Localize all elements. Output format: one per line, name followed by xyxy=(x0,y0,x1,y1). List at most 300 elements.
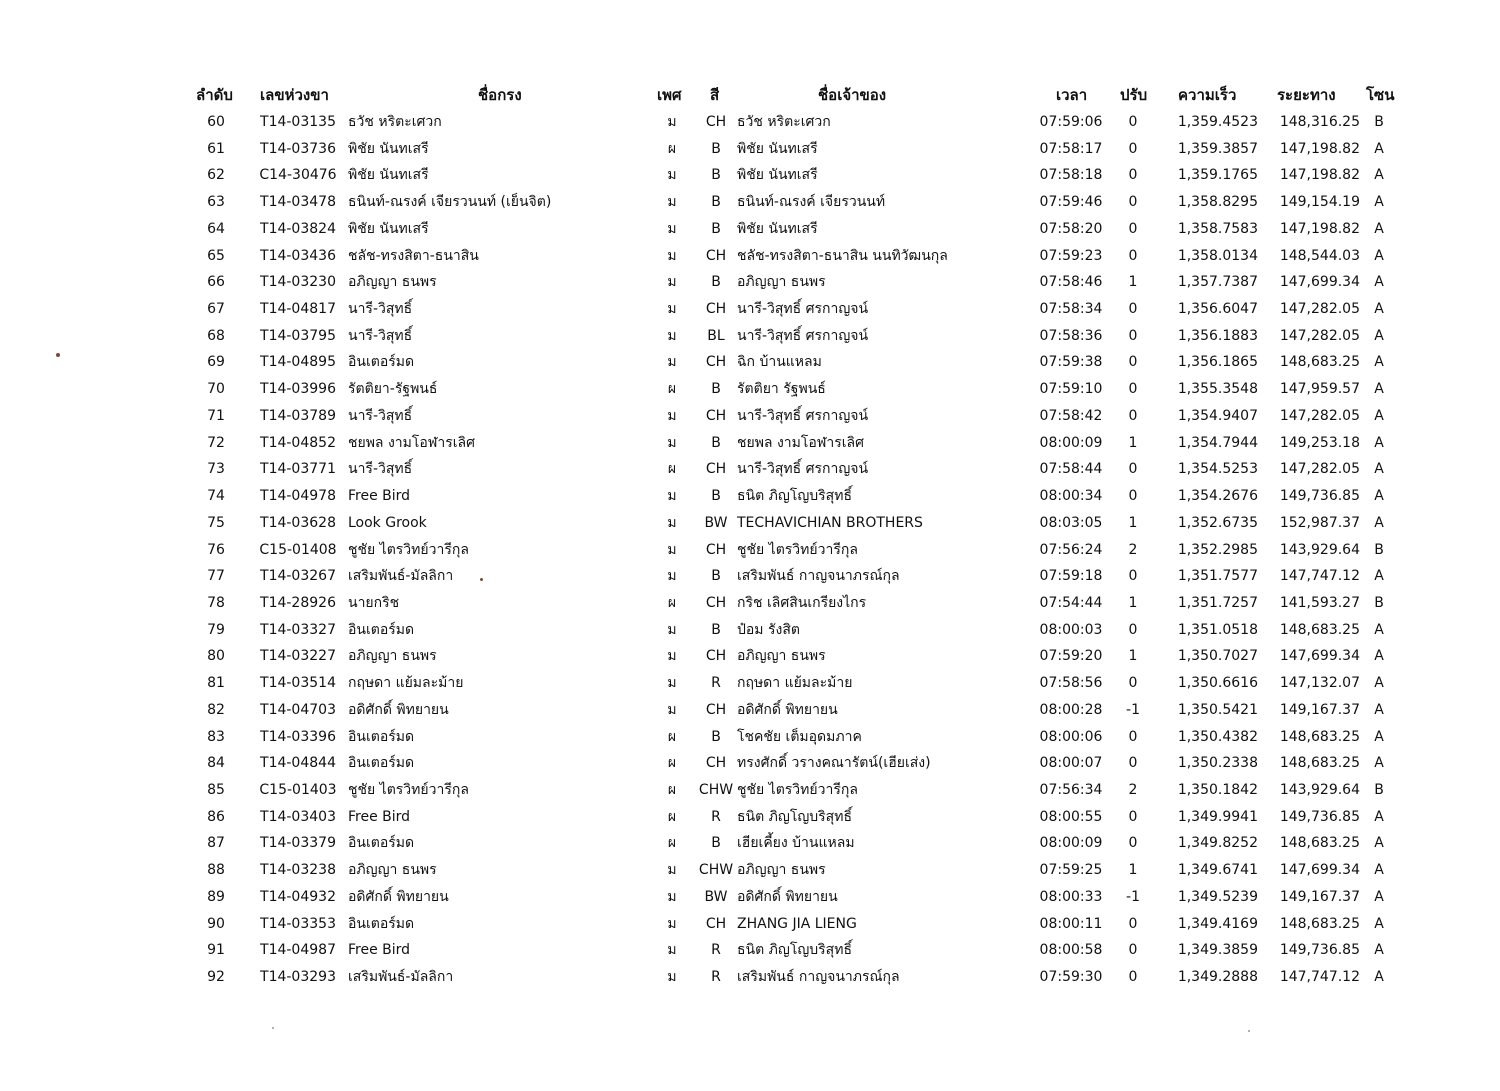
cell-zone: A xyxy=(1374,835,1384,852)
cell-ring-number: T14-04852 xyxy=(260,434,336,451)
cell-speed: 1,351.7257 xyxy=(1177,594,1258,611)
cell-loft-name: อภิญญา ธนพร xyxy=(348,274,437,291)
cell-sex: ม xyxy=(667,301,677,318)
cell-adjust: 1 xyxy=(1128,862,1138,879)
cell-time: 07:59:38 xyxy=(1039,354,1103,371)
cell-distance: 147,699.34 xyxy=(1279,274,1360,291)
cell-ring-number: T14-03789 xyxy=(260,407,336,424)
table-row xyxy=(0,163,1500,190)
cell-distance: 149,167.37 xyxy=(1279,888,1360,905)
cell-color: B xyxy=(711,220,721,237)
cell-distance: 149,736.85 xyxy=(1279,808,1360,825)
cell-speed: 1,350.4382 xyxy=(1177,728,1258,745)
cell-adjust: 0 xyxy=(1128,675,1138,692)
cell-rank: 61 xyxy=(207,140,225,157)
cell-owner-name: เฮียเคี้ยง บ้านแหลม xyxy=(737,835,855,852)
cell-owner-name: ฉิก บ้านแหลม xyxy=(737,354,822,371)
header-owner: ชื่อเจ้าของ xyxy=(818,86,887,104)
cell-rank: 73 xyxy=(207,461,225,478)
cell-loft-name: ชลัช-ทรงสิตา-ธนาสิน xyxy=(348,247,479,264)
cell-loft-name: Free Bird xyxy=(348,942,411,959)
cell-zone: A xyxy=(1374,461,1384,478)
scan-speck xyxy=(272,1027,274,1029)
cell-loft-name: นายกริช xyxy=(348,594,400,611)
cell-sex: ม xyxy=(667,862,677,879)
cell-loft-name: อภิญญา ธนพร xyxy=(348,648,437,665)
cell-owner-name: ชลัช-ทรงสิตา-ธนาสิน นนทิวัฒนกุล xyxy=(737,247,948,264)
cell-rank: 66 xyxy=(207,274,225,291)
cell-sex: ผ xyxy=(667,140,677,157)
cell-owner-name: ธนิต ภิญโญบริสุทธิ์ xyxy=(737,808,852,825)
table-row xyxy=(0,244,1500,271)
cell-rank: 76 xyxy=(207,541,225,558)
table-row xyxy=(0,324,1500,351)
cell-time: 07:56:24 xyxy=(1039,541,1103,558)
cell-ring-number: T14-03478 xyxy=(260,194,336,211)
cell-sex: ผ xyxy=(667,808,677,825)
table-row xyxy=(0,217,1500,244)
cell-sex: ม xyxy=(667,541,677,558)
cell-owner-name: กริช เลิศสินเกรียงไกร xyxy=(737,594,867,611)
cell-distance: 148,316.25 xyxy=(1279,114,1360,130)
table-row xyxy=(0,270,1500,297)
cell-rank: 88 xyxy=(207,862,225,879)
cell-zone: A xyxy=(1374,140,1384,157)
cell-speed: 1,351.7577 xyxy=(1177,568,1258,585)
cell-zone: A xyxy=(1374,488,1384,505)
cell-ring-number: T14-03628 xyxy=(260,514,336,531)
cell-zone: A xyxy=(1374,648,1384,665)
cell-rank: 83 xyxy=(207,728,225,745)
cell-rank: 86 xyxy=(207,808,225,825)
cell-zone: A xyxy=(1374,434,1384,451)
table-row xyxy=(0,751,1500,778)
cell-distance: 148,683.25 xyxy=(1279,728,1360,745)
cell-time: 07:59:30 xyxy=(1039,969,1103,985)
cell-loft-name: รัตติยา-รัฐพนธ์ xyxy=(348,381,438,398)
cell-color: CH xyxy=(705,247,727,264)
cell-time: 07:59:18 xyxy=(1039,568,1103,585)
table-row xyxy=(0,965,1500,992)
cell-speed: 1,354.5253 xyxy=(1177,461,1258,478)
cell-distance: 147,282.05 xyxy=(1279,461,1360,478)
cell-loft-name: อินเตอร์มด xyxy=(348,621,415,638)
cell-adjust: 0 xyxy=(1128,461,1138,478)
cell-loft-name: ธนินท์-ณรงค์ เจียรวนนท์ (เย็นจิต) xyxy=(348,194,552,211)
cell-zone: A xyxy=(1374,194,1384,211)
cell-adjust: 0 xyxy=(1128,220,1138,237)
cell-rank: 85 xyxy=(207,781,225,798)
cell-ring-number: T14-28926 xyxy=(260,594,336,611)
cell-color: B xyxy=(711,194,721,211)
cell-time: 07:59:23 xyxy=(1039,247,1103,264)
cell-speed: 1,349.5239 xyxy=(1177,888,1258,905)
cell-sex: ม xyxy=(667,274,677,291)
cell-adjust: 0 xyxy=(1128,755,1138,772)
cell-speed: 1,351.0518 xyxy=(1177,621,1258,638)
cell-sex: ม xyxy=(667,247,677,264)
table-row xyxy=(0,377,1500,404)
cell-color: B xyxy=(711,140,721,157)
cell-zone: A xyxy=(1374,808,1384,825)
header-color: สี xyxy=(710,86,720,104)
cell-color: CHW xyxy=(698,781,734,798)
cell-zone: A xyxy=(1374,942,1384,959)
cell-distance: 147,198.82 xyxy=(1279,220,1360,237)
cell-zone: A xyxy=(1374,407,1384,424)
table-row xyxy=(0,538,1500,565)
table-row xyxy=(0,591,1500,618)
cell-ring-number: T14-03135 xyxy=(260,114,336,130)
cell-color: BW xyxy=(704,514,728,531)
cell-time: 08:00:07 xyxy=(1039,755,1103,772)
cell-distance: 152,987.37 xyxy=(1279,514,1360,531)
cell-speed: 1,350.5421 xyxy=(1177,701,1258,718)
cell-owner-name: โชคชัย เต็มอุดมภาค xyxy=(737,728,862,745)
header-rank: ลำดับ xyxy=(196,86,233,104)
cell-sex: ผ xyxy=(667,755,677,772)
cell-rank: 67 xyxy=(207,301,225,318)
cell-color: CH xyxy=(705,648,727,665)
cell-owner-name: ชยพล งามโอฬารเลิศ xyxy=(737,434,865,451)
cell-rank: 78 xyxy=(207,594,225,611)
cell-adjust: 0 xyxy=(1128,194,1138,211)
cell-owner-name: ป๋อม รังสิต xyxy=(737,621,800,638)
cell-time: 07:58:34 xyxy=(1039,301,1103,318)
cell-loft-name: Free Bird xyxy=(348,488,411,505)
cell-speed: 1,354.9407 xyxy=(1177,407,1258,424)
cell-loft-name: นารี-วิสุทธิ์ xyxy=(348,327,413,344)
cell-sex: ม xyxy=(667,407,677,424)
table-row xyxy=(0,110,1500,137)
table-row xyxy=(0,457,1500,484)
cell-speed: 1,359.3857 xyxy=(1177,140,1258,157)
cell-sex: ม xyxy=(667,434,677,451)
cell-owner-name: นารี-วิสุทธิ์ ศรกาญจน์ xyxy=(737,407,869,424)
cell-color: R xyxy=(711,969,721,985)
cell-loft-name: เสริมพันธ์-มัลลิกา xyxy=(348,568,454,585)
cell-adjust: 0 xyxy=(1128,247,1138,264)
cell-time: 07:54:44 xyxy=(1039,594,1103,611)
cell-zone: A xyxy=(1374,621,1384,638)
cell-rank: 81 xyxy=(207,675,225,692)
cell-loft-name: พิชัย นันทเสรี xyxy=(348,140,429,157)
cell-zone: B xyxy=(1374,594,1384,611)
cell-loft-name: Free Bird xyxy=(348,808,411,825)
cell-loft-name: อินเตอร์มด xyxy=(348,728,415,745)
cell-speed: 1,350.6616 xyxy=(1177,675,1258,692)
cell-rank: 72 xyxy=(207,434,225,451)
cell-loft-name: อินเตอร์มด xyxy=(348,835,415,852)
header-speed: ความเร็ว xyxy=(1178,86,1237,104)
cell-color: B xyxy=(711,381,721,398)
cell-ring-number: T14-03267 xyxy=(260,568,336,585)
cell-time: 07:58:56 xyxy=(1039,675,1103,692)
cell-ring-number: C14-30476 xyxy=(259,167,337,184)
cell-distance: 147,699.34 xyxy=(1279,648,1360,665)
table-row xyxy=(0,805,1500,832)
cell-color: CH xyxy=(705,701,727,718)
cell-owner-name: ธนิต ภิญโญบริสุทธิ์ xyxy=(737,488,852,505)
table-row xyxy=(0,671,1500,698)
cell-adjust: 1 xyxy=(1128,514,1138,531)
cell-distance: 149,253.18 xyxy=(1279,434,1360,451)
cell-ring-number: C15-01403 xyxy=(259,781,337,798)
cell-zone: A xyxy=(1374,568,1384,585)
cell-color: CH xyxy=(705,407,727,424)
cell-color: CHW xyxy=(698,862,734,879)
cell-time: 07:59:10 xyxy=(1039,381,1103,398)
cell-owner-name: รัตติยา รัฐพนธ์ xyxy=(737,381,826,398)
cell-time: 08:00:33 xyxy=(1039,888,1103,905)
cell-sex: ม xyxy=(667,514,677,531)
cell-owner-name: ทรงศักดิ์ วรางคณารัตน์(เฮียเส่ง) xyxy=(737,755,931,772)
cell-ring-number: T14-03514 xyxy=(260,675,336,692)
cell-ring-number: T14-03230 xyxy=(260,274,336,291)
cell-loft-name: ชูชัย ไตรวิทย์วารีกุล xyxy=(348,781,469,798)
cell-ring-number: T14-04987 xyxy=(260,942,336,959)
cell-time: 08:00:28 xyxy=(1039,701,1103,718)
cell-rank: 77 xyxy=(207,568,225,585)
cell-color: CH xyxy=(705,461,727,478)
cell-sex: ม xyxy=(667,568,677,585)
cell-time: 07:59:20 xyxy=(1039,648,1103,665)
cell-ring-number: T14-03396 xyxy=(260,728,336,745)
cell-adjust: 1 xyxy=(1128,594,1138,611)
cell-color: CH xyxy=(705,541,727,558)
cell-adjust: 0 xyxy=(1128,942,1138,959)
cell-owner-name: ชูชัย ไตรวิทย์วารีกุล xyxy=(737,541,858,558)
header-ring: เลขห่วงขา xyxy=(260,86,329,104)
cell-ring-number: T14-03824 xyxy=(260,220,336,237)
cell-ring-number: T14-03795 xyxy=(260,327,336,344)
cell-adjust: 0 xyxy=(1128,167,1138,184)
cell-rank: 65 xyxy=(207,247,225,264)
cell-time: 08:00:09 xyxy=(1039,835,1103,852)
cell-speed: 1,349.8252 xyxy=(1177,835,1258,852)
cell-speed: 1,354.7944 xyxy=(1177,434,1258,451)
cell-speed: 1,355.3548 xyxy=(1177,381,1258,398)
cell-distance: 149,736.85 xyxy=(1279,488,1360,505)
cell-ring-number: T14-03403 xyxy=(260,808,336,825)
cell-distance: 148,683.25 xyxy=(1279,915,1360,932)
cell-sex: ม xyxy=(667,194,677,211)
cell-color: R xyxy=(711,942,721,959)
cell-time: 08:00:34 xyxy=(1039,488,1103,505)
cell-rank: 70 xyxy=(207,381,225,398)
cell-rank: 87 xyxy=(207,835,225,852)
cell-time: 08:00:55 xyxy=(1039,808,1103,825)
scan-speck xyxy=(56,353,60,357)
table-header xyxy=(0,84,1500,108)
cell-adjust: 0 xyxy=(1128,354,1138,371)
results-table-body xyxy=(0,110,1500,992)
table-row xyxy=(0,431,1500,458)
header-adjust: ปรับ xyxy=(1120,86,1148,104)
cell-owner-name: อภิญญา ธนพร xyxy=(737,274,826,291)
cell-adjust: 0 xyxy=(1128,301,1138,318)
cell-time: 08:00:06 xyxy=(1039,728,1103,745)
cell-zone: A xyxy=(1374,755,1384,772)
cell-loft-name: พิชัย นันทเสรี xyxy=(348,220,429,237)
cell-sex: ม xyxy=(667,648,677,665)
cell-time: 07:58:18 xyxy=(1039,167,1103,184)
cell-ring-number: T14-03293 xyxy=(260,969,336,985)
cell-loft-name: อินเตอร์มด xyxy=(348,755,415,772)
cell-sex: ม xyxy=(667,114,677,130)
cell-color: CH xyxy=(705,354,727,371)
cell-zone: A xyxy=(1374,675,1384,692)
cell-color: B xyxy=(711,274,721,291)
cell-adjust: -1 xyxy=(1126,701,1140,718)
cell-speed: 1,350.2338 xyxy=(1177,755,1258,772)
cell-time: 07:58:20 xyxy=(1039,220,1103,237)
cell-zone: B xyxy=(1374,541,1384,558)
header-distance: ระยะทาง xyxy=(1277,86,1336,104)
cell-speed: 1,356.6047 xyxy=(1177,301,1258,318)
scan-speck xyxy=(480,578,483,581)
cell-ring-number: T14-04895 xyxy=(260,354,336,371)
cell-distance: 148,683.25 xyxy=(1279,755,1360,772)
cell-zone: B xyxy=(1374,781,1384,798)
cell-ring-number: T14-03771 xyxy=(260,461,336,478)
cell-distance: 148,683.25 xyxy=(1279,835,1360,852)
cell-time: 08:00:03 xyxy=(1039,621,1103,638)
table-row xyxy=(0,725,1500,752)
cell-time: 07:58:17 xyxy=(1039,140,1103,157)
cell-sex: ม xyxy=(667,969,677,985)
table-row xyxy=(0,511,1500,538)
cell-speed: 1,352.6735 xyxy=(1177,514,1258,531)
scan-speck xyxy=(1248,1030,1250,1032)
cell-sex: ม xyxy=(667,915,677,932)
cell-loft-name: ชูชัย ไตรวิทย์วารีกุล xyxy=(348,541,469,558)
cell-loft-name: นารี-วิสุทธิ์ xyxy=(348,301,413,318)
cell-adjust: 0 xyxy=(1128,327,1138,344)
cell-ring-number: T14-03736 xyxy=(260,140,336,157)
cell-rank: 63 xyxy=(207,194,225,211)
cell-loft-name: นารี-วิสุทธิ์ xyxy=(348,407,413,424)
cell-color: CH xyxy=(705,594,727,611)
cell-rank: 79 xyxy=(207,621,225,638)
cell-owner-name: ชูชัย ไตรวิทย์วารีกุล xyxy=(737,781,858,798)
cell-sex: ผ xyxy=(667,594,677,611)
cell-rank: 92 xyxy=(207,969,225,985)
cell-distance: 147,198.82 xyxy=(1279,140,1360,157)
cell-distance: 147,132.07 xyxy=(1279,675,1360,692)
cell-rank: 69 xyxy=(207,354,225,371)
table-row xyxy=(0,137,1500,164)
table-row xyxy=(0,698,1500,725)
cell-loft-name: อดิศักดิ์ พิทยายน xyxy=(348,888,449,905)
cell-distance: 147,282.05 xyxy=(1279,301,1360,318)
cell-loft-name: เสริมพันธ์-มัลลิกา xyxy=(348,969,454,985)
cell-owner-name: พิชัย นันทเสรี xyxy=(737,167,818,184)
cell-distance: 143,929.64 xyxy=(1279,541,1360,558)
table-row xyxy=(0,618,1500,645)
table-row xyxy=(0,404,1500,431)
cell-ring-number: T14-03436 xyxy=(260,247,336,264)
cell-zone: A xyxy=(1374,354,1384,371)
cell-time: 07:59:46 xyxy=(1039,194,1103,211)
cell-owner-name: ZHANG JIA LIENG xyxy=(737,915,857,932)
cell-speed: 1,349.4169 xyxy=(1177,915,1258,932)
cell-zone: A xyxy=(1374,888,1384,905)
cell-distance: 149,154.19 xyxy=(1279,194,1360,211)
cell-speed: 1,356.1883 xyxy=(1177,327,1258,344)
table-row xyxy=(0,858,1500,885)
cell-adjust: 0 xyxy=(1128,621,1138,638)
cell-speed: 1,349.2888 xyxy=(1177,969,1258,985)
cell-distance: 147,747.12 xyxy=(1279,969,1360,985)
cell-loft-name: นารี-วิสุทธิ์ xyxy=(348,461,413,478)
cell-loft-name: อินเตอร์มด xyxy=(348,915,415,932)
cell-adjust: 2 xyxy=(1128,781,1138,798)
cell-adjust: 0 xyxy=(1128,915,1138,932)
cell-owner-name: อภิญญา ธนพร xyxy=(737,648,826,665)
cell-adjust: 0 xyxy=(1128,835,1138,852)
cell-adjust: 1 xyxy=(1128,648,1138,665)
cell-owner-name: เสริมพันธ์ กาญจนาภรณ์กุล xyxy=(737,969,900,985)
cell-distance: 147,699.34 xyxy=(1279,862,1360,879)
cell-speed: 1,349.6741 xyxy=(1177,862,1258,879)
cell-time: 07:58:44 xyxy=(1039,461,1103,478)
cell-color: B xyxy=(711,568,721,585)
table-row xyxy=(0,190,1500,217)
cell-time: 07:59:25 xyxy=(1039,862,1103,879)
cell-color: B xyxy=(711,167,721,184)
cell-ring-number: T14-03379 xyxy=(260,835,336,852)
cell-rank: 82 xyxy=(207,701,225,718)
cell-zone: B xyxy=(1374,114,1384,130)
cell-owner-name: อภิญญา ธนพร xyxy=(737,862,826,879)
cell-distance: 143,929.64 xyxy=(1279,781,1360,798)
cell-sex: ม xyxy=(667,701,677,718)
cell-adjust: 0 xyxy=(1128,488,1138,505)
cell-ring-number: T14-03227 xyxy=(260,648,336,665)
cell-time: 08:00:58 xyxy=(1039,942,1103,959)
cell-adjust: 0 xyxy=(1128,407,1138,424)
cell-zone: A xyxy=(1374,514,1384,531)
cell-color: B xyxy=(711,835,721,852)
cell-zone: A xyxy=(1374,301,1384,318)
cell-sex: ม xyxy=(667,167,677,184)
cell-time: 07:56:34 xyxy=(1039,781,1103,798)
cell-loft-name: ชยพล งามโอฬารเลิศ xyxy=(348,434,476,451)
cell-owner-name: กฤษดา แย้มละม้าย xyxy=(737,675,853,692)
header-loft: ชื่อกรง xyxy=(478,86,522,104)
cell-zone: A xyxy=(1374,220,1384,237)
cell-ring-number: T14-03996 xyxy=(260,381,336,398)
cell-owner-name: พิชัย นันทเสรี xyxy=(737,140,818,157)
cell-sex: ม xyxy=(667,888,677,905)
cell-speed: 1,358.8295 xyxy=(1177,194,1258,211)
cell-sex: ผ xyxy=(667,381,677,398)
cell-owner-name: ธนิต ภิญโญบริสุทธิ์ xyxy=(737,942,852,959)
cell-owner-name: เสริมพันธ์ กาญจนาภรณ์กุล xyxy=(737,568,900,585)
cell-color: CH xyxy=(705,301,727,318)
cell-distance: 149,736.85 xyxy=(1279,942,1360,959)
cell-zone: A xyxy=(1374,381,1384,398)
cell-adjust: 0 xyxy=(1128,568,1138,585)
cell-speed: 1,349.9941 xyxy=(1177,808,1258,825)
header-zone: โซน xyxy=(1366,86,1395,104)
cell-owner-name: นารี-วิสุทธิ์ ศรกาญจน์ xyxy=(737,327,869,344)
cell-distance: 141,593.27 xyxy=(1279,594,1360,611)
cell-distance: 147,282.05 xyxy=(1279,407,1360,424)
cell-adjust: 0 xyxy=(1128,808,1138,825)
cell-owner-name: อดิศักดิ์ พิทยายน xyxy=(737,888,838,905)
